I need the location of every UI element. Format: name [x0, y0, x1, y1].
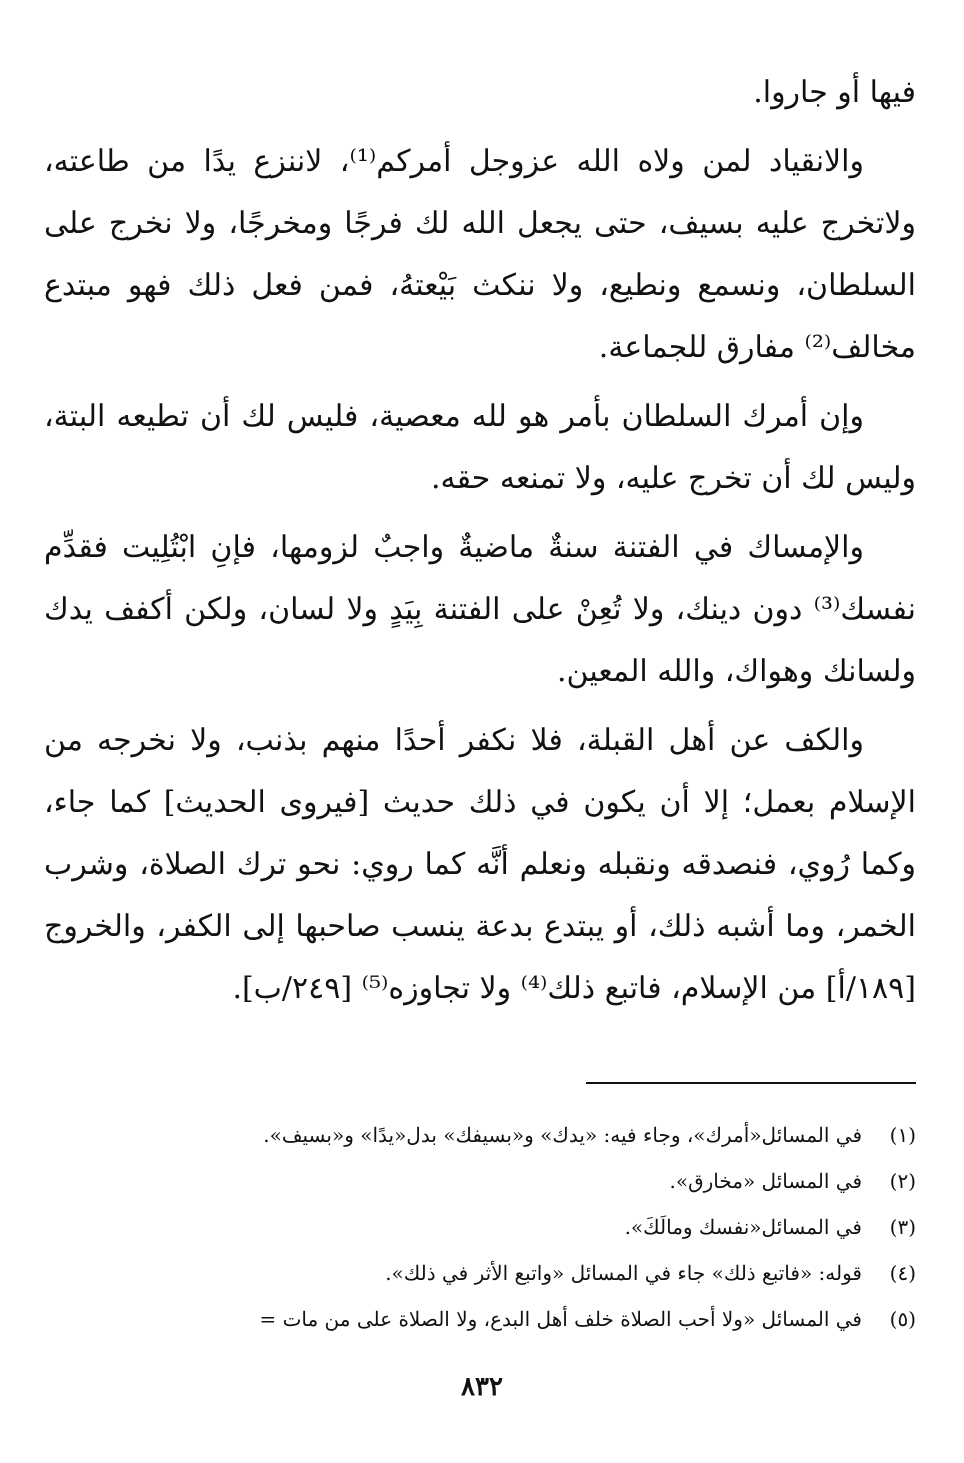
footnote-divider	[586, 1082, 916, 1084]
footnote-text: في المسائل «ولا أحب الصلاة خلف أهل البدع، ولا الصلاة على من مات =	[259, 1307, 862, 1331]
paragraph-obedience: والانقياد لمن ولاه الله عزوجل أمركم⁽¹⁾، لاننزع يدًا من طاعته، ولاتخرج عليه بسيف، حتى يجعل الله لك فرجًا ومخرجًا، ولا نخرج على السلطان، ونسمع ونطيع، ولا ننكث بَيْعتهُ، فمن فعل ذلك فهو مبتدع مخالف⁽²⁾ مفارق للجماعة.	[44, 144, 916, 365]
paragraph-sultan-order: وإن أمرك السلطان بأمر هو لله معصية، فليس لك أن تطيعه البتة، وليس لك أن تخرج عليه، ولا تمنعه حقه.	[44, 399, 916, 496]
footnote-item	[14, 1204, 916, 1250]
paragraph-continuation: فيها أو جاروا.	[753, 75, 916, 110]
page-number: ٨٣٢	[461, 1372, 503, 1402]
footnote-number: (٤)	[889, 1261, 916, 1285]
footnote-text: قوله: «فاتبع ذلك» جاء في المسائل «واتبع الأثر في ذلك».	[385, 1261, 862, 1285]
footnote-number: (٥)	[889, 1307, 916, 1331]
footnote-number: (١)	[889, 1123, 916, 1147]
footnote-number: (٢)	[889, 1169, 916, 1193]
footnotes	[14, 1112, 916, 1342]
paragraph-fitna: والإمساك في الفتنة سنةٌ ماضيةٌ واجبٌ لزومها، فإنِ ابْتُلِيت فقدِّم نفسك⁽³⁾ دون دينك، ولا تُعِنْ على الفتنة بِيَدٍ ولا لسان، ولكن أكفف يدك ولسانك وهواك، والله المعين.	[44, 530, 916, 689]
footnote-item	[14, 1112, 916, 1158]
footnote-item	[14, 1296, 916, 1342]
footnote-text: في المسائل «مخارق».	[669, 1169, 862, 1193]
footnote-text: في المسائل«نفسك ومالَكَ».	[624, 1215, 862, 1239]
paragraph-ahl-qibla: والكف عن أهل القبلة، فلا نكفر أحدًا منهم بذنب، ولا نخرجه من الإسلام بعمل؛ إلا أن يكون في ذلك حديث [فيروى الحديث] كما جاء، وكما رُوي، فنصدقه ونقبله ونعلم أنَّه كما روي: نحو ترك الصلاة، وشرب الخمر، وما أشبه ذلك، أو يبتدع بدعة ينسب صاحبها إلى الكفر، والخروج [١٨٩/أ] من الإسلام، فاتبع ذلك⁽⁴⁾ ولا تجاوزه⁽⁵⁾ [٢٤٩/ب].	[44, 723, 916, 1006]
footnote-number: (٣)	[889, 1215, 916, 1239]
main-text	[44, 62, 916, 1027]
footnote-item	[14, 1158, 916, 1204]
footnote-item	[14, 1250, 916, 1296]
footnote-text: في المسائل«أمرك»، وجاء فيه: «يدك» و«بسيفك» بدل«يدًا» و«بسيف».	[263, 1123, 862, 1147]
